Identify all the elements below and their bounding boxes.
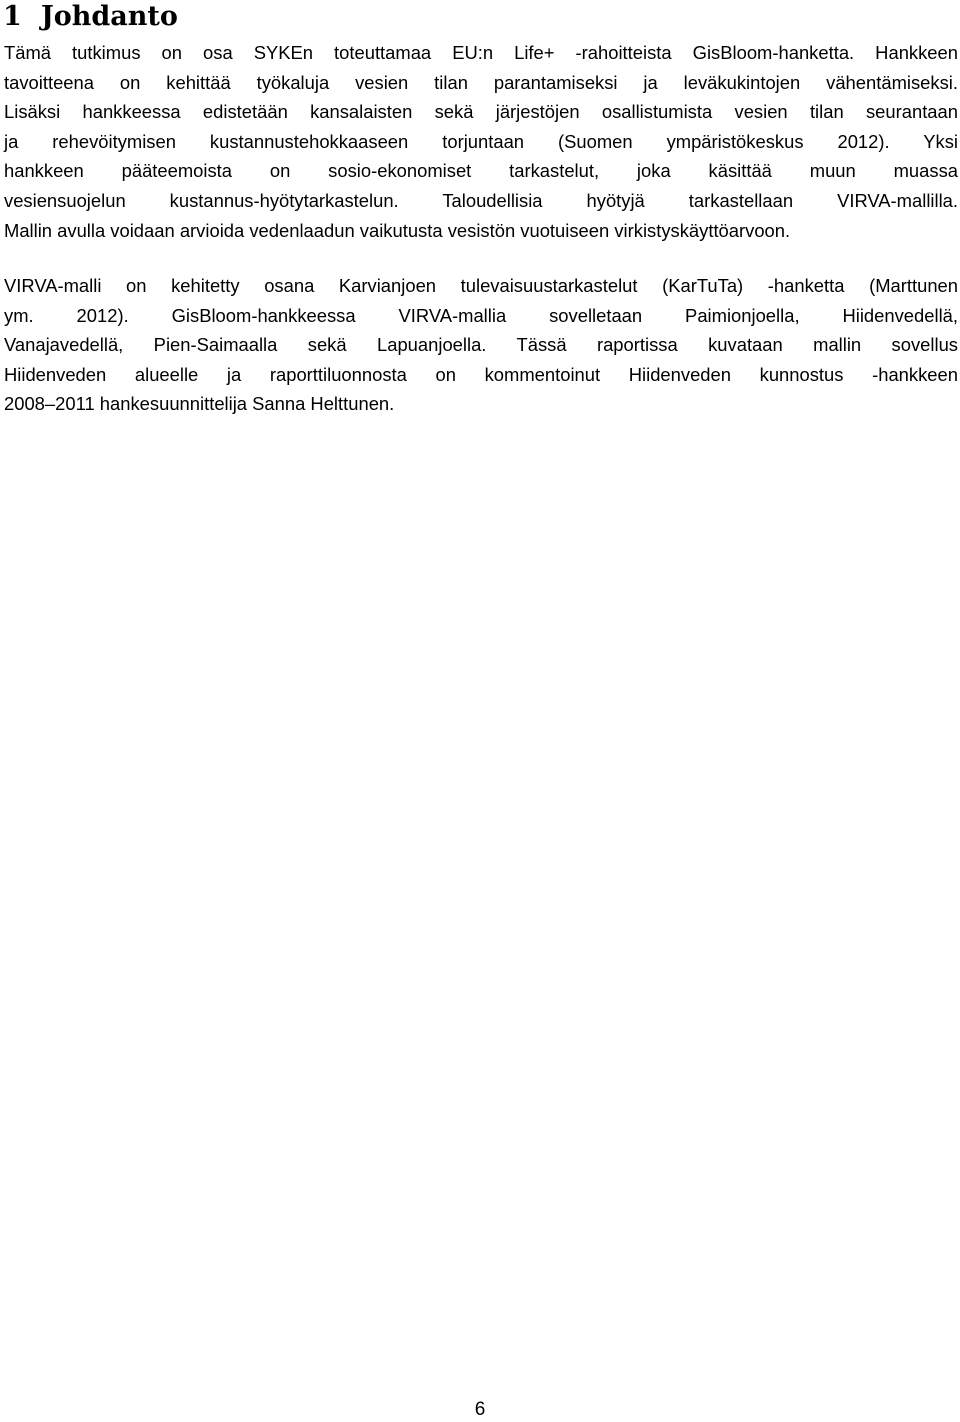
text-line: Vanajavedellä, Pien-Saimaalla sekä Lapuanjoella. Tässä raportissa kuvataan mallin sovellus <box>4 334 958 356</box>
text-line: Mallin avulla voidaan arvioida vedenlaadun vaikutusta vesistön vuotuiseen virkistyskäyttöarvoon. <box>4 219 791 241</box>
text-line: Tämä tutkimus on osa SYKEn toteuttamaa EU:n Life+ -rahoitteista GisBloom-hanketta. Hankkeen <box>4 42 958 63</box>
section-heading <box>3 0 178 34</box>
text-line: ja rehevöitymisen kustannustehokkaaseen torjuntaan (Suomen ympäristökeskus 2012). Yksi <box>4 130 958 152</box>
text-line: VIRVA-malli on kehitetty osana Karvianjoen tulevaisuustarkastelut (KarTuTa) -hanketta (Marttunen <box>4 275 958 296</box>
text-line: tavoitteena on kehittää työkaluja vesien tilan parantamiseksi ja leväkukintojen vähentämiseksi. <box>4 71 958 93</box>
section-title: Johdanto <box>41 1 178 32</box>
text-line: ym. 2012). GisBloom-hankkeessa VIRVA-mallia sovelletaan Paimionjoella, Hiidenvedellä, <box>4 304 958 326</box>
text-line: Hiidenveden alueelle ja raporttiluonnosta on kommentoinut Hiidenveden kunnostus -hankkeen <box>4 363 958 385</box>
text-line: Lisäksi hankkeessa edistetään kansalaisten sekä järjestöjen osallistumista vesien tilan seurantaan <box>4 101 958 123</box>
paragraph-virva <box>4 271 958 419</box>
text-line: 2008–2011 hankesuunnittelija Sanna Helttunen. <box>4 393 395 415</box>
text-line: hankkeen pääteemoista on sosio-ekonomiset tarkastelut, joka käsittää muun muassa <box>4 160 958 182</box>
section-number: 1 <box>3 1 22 32</box>
page-number: 6 <box>474 1399 486 1420</box>
text-line: vesiensuojelun kustannus-hyötytarkastelun. Taloudellisia hyötyjä tarkastellaan VIRVA-mallilla. <box>4 189 958 211</box>
paragraph-intro <box>4 38 958 245</box>
